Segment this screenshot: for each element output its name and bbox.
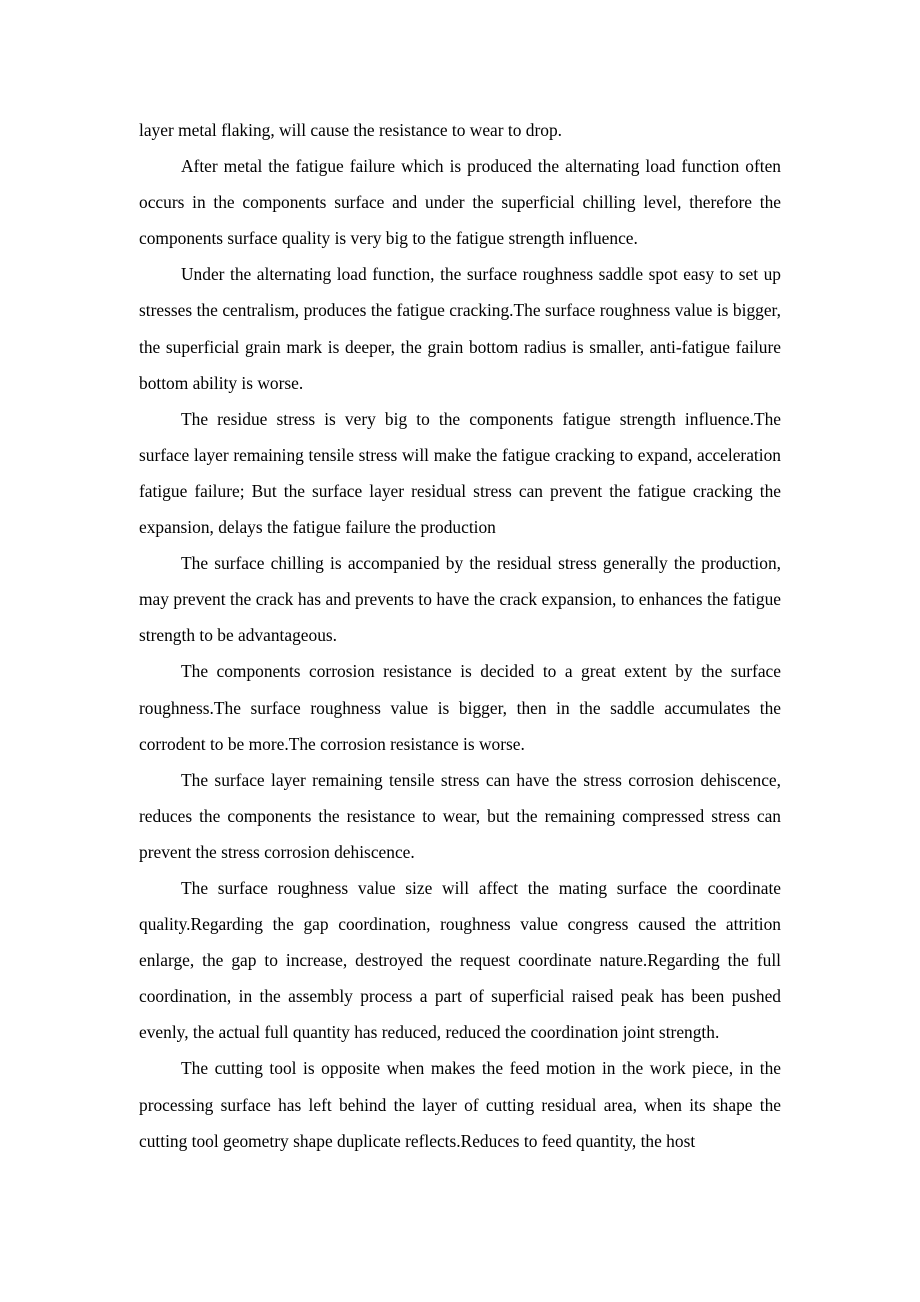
paragraph-cutting-tool: The cutting tool is opposite when makes the feed motion in the work piece, in the processing surface has left behind the layer of cutting residual area, when its shape the cutting tool geometry shape duplicate reflects.Reduces to feed quantity, the host (139, 1058, 781, 1151)
paragraph-mating-surface: The surface roughness value size will affect the mating surface the coordinate quality.Regarding the gap coordination, roughness value congress caused the attrition enlarge, the gap to increase, destroyed the request coordinate nature.Regarding the full coordination, in the assembly process a part of superficial raised peak has been pushed evenly, the actual full quantity has reduced, reduced the coordination joint strength. (139, 877, 781, 1043)
paragraph-surface-roughness-fatigue: Under the alternating load function, the surface roughness saddle spot easy to set up stresses the centralism, produces the fatigue cracking.The surface roughness value is bigger, the superficial grain mark is deeper, the grain bottom radius is smaller, anti-fatigue failure bottom ability is worse. (139, 264, 781, 393)
paragraph-residue-stress: The residue stress is very big to the components fatigue strength influence.The surface layer remaining tensile stress will make the fatigue cracking to expand, acceleration fatigue failure; But the surface layer residual stress can prevent the fatigue cracking the expansion, delays the fatigue failure the production (139, 408, 781, 538)
paragraph-surface-chilling: The surface chilling is accompanied by the residual stress generally the production, may prevent the crack has and prevents to have the crack expansion, to enhances the fatigue strength to be advantageous. (139, 553, 781, 646)
document-page (139, 112, 781, 1159)
paragraph-corrosion-resistance: The components corrosion resistance is decided to a great extent by the surface roughness.The surface roughness value is bigger, then in the saddle accumulates the corrodent to be more.The corrosion resistance is worse. (139, 661, 781, 754)
paragraph-fatigue-failure: After metal the fatigue failure which is produced the alternating load function often occurs in the components surface and under the superficial chilling level, therefore the components surface quality is very big to the fatigue strength influence. (139, 156, 781, 249)
paragraph-stress-corrosion: The surface layer remaining tensile stress can have the stress corrosion dehiscence, reduces the components the resistance to wear, but the remaining compressed stress can prevent the stress corrosion dehiscence. (139, 769, 781, 862)
paragraph-continued: layer metal flaking, will cause the resistance to wear to drop. (139, 120, 563, 140)
